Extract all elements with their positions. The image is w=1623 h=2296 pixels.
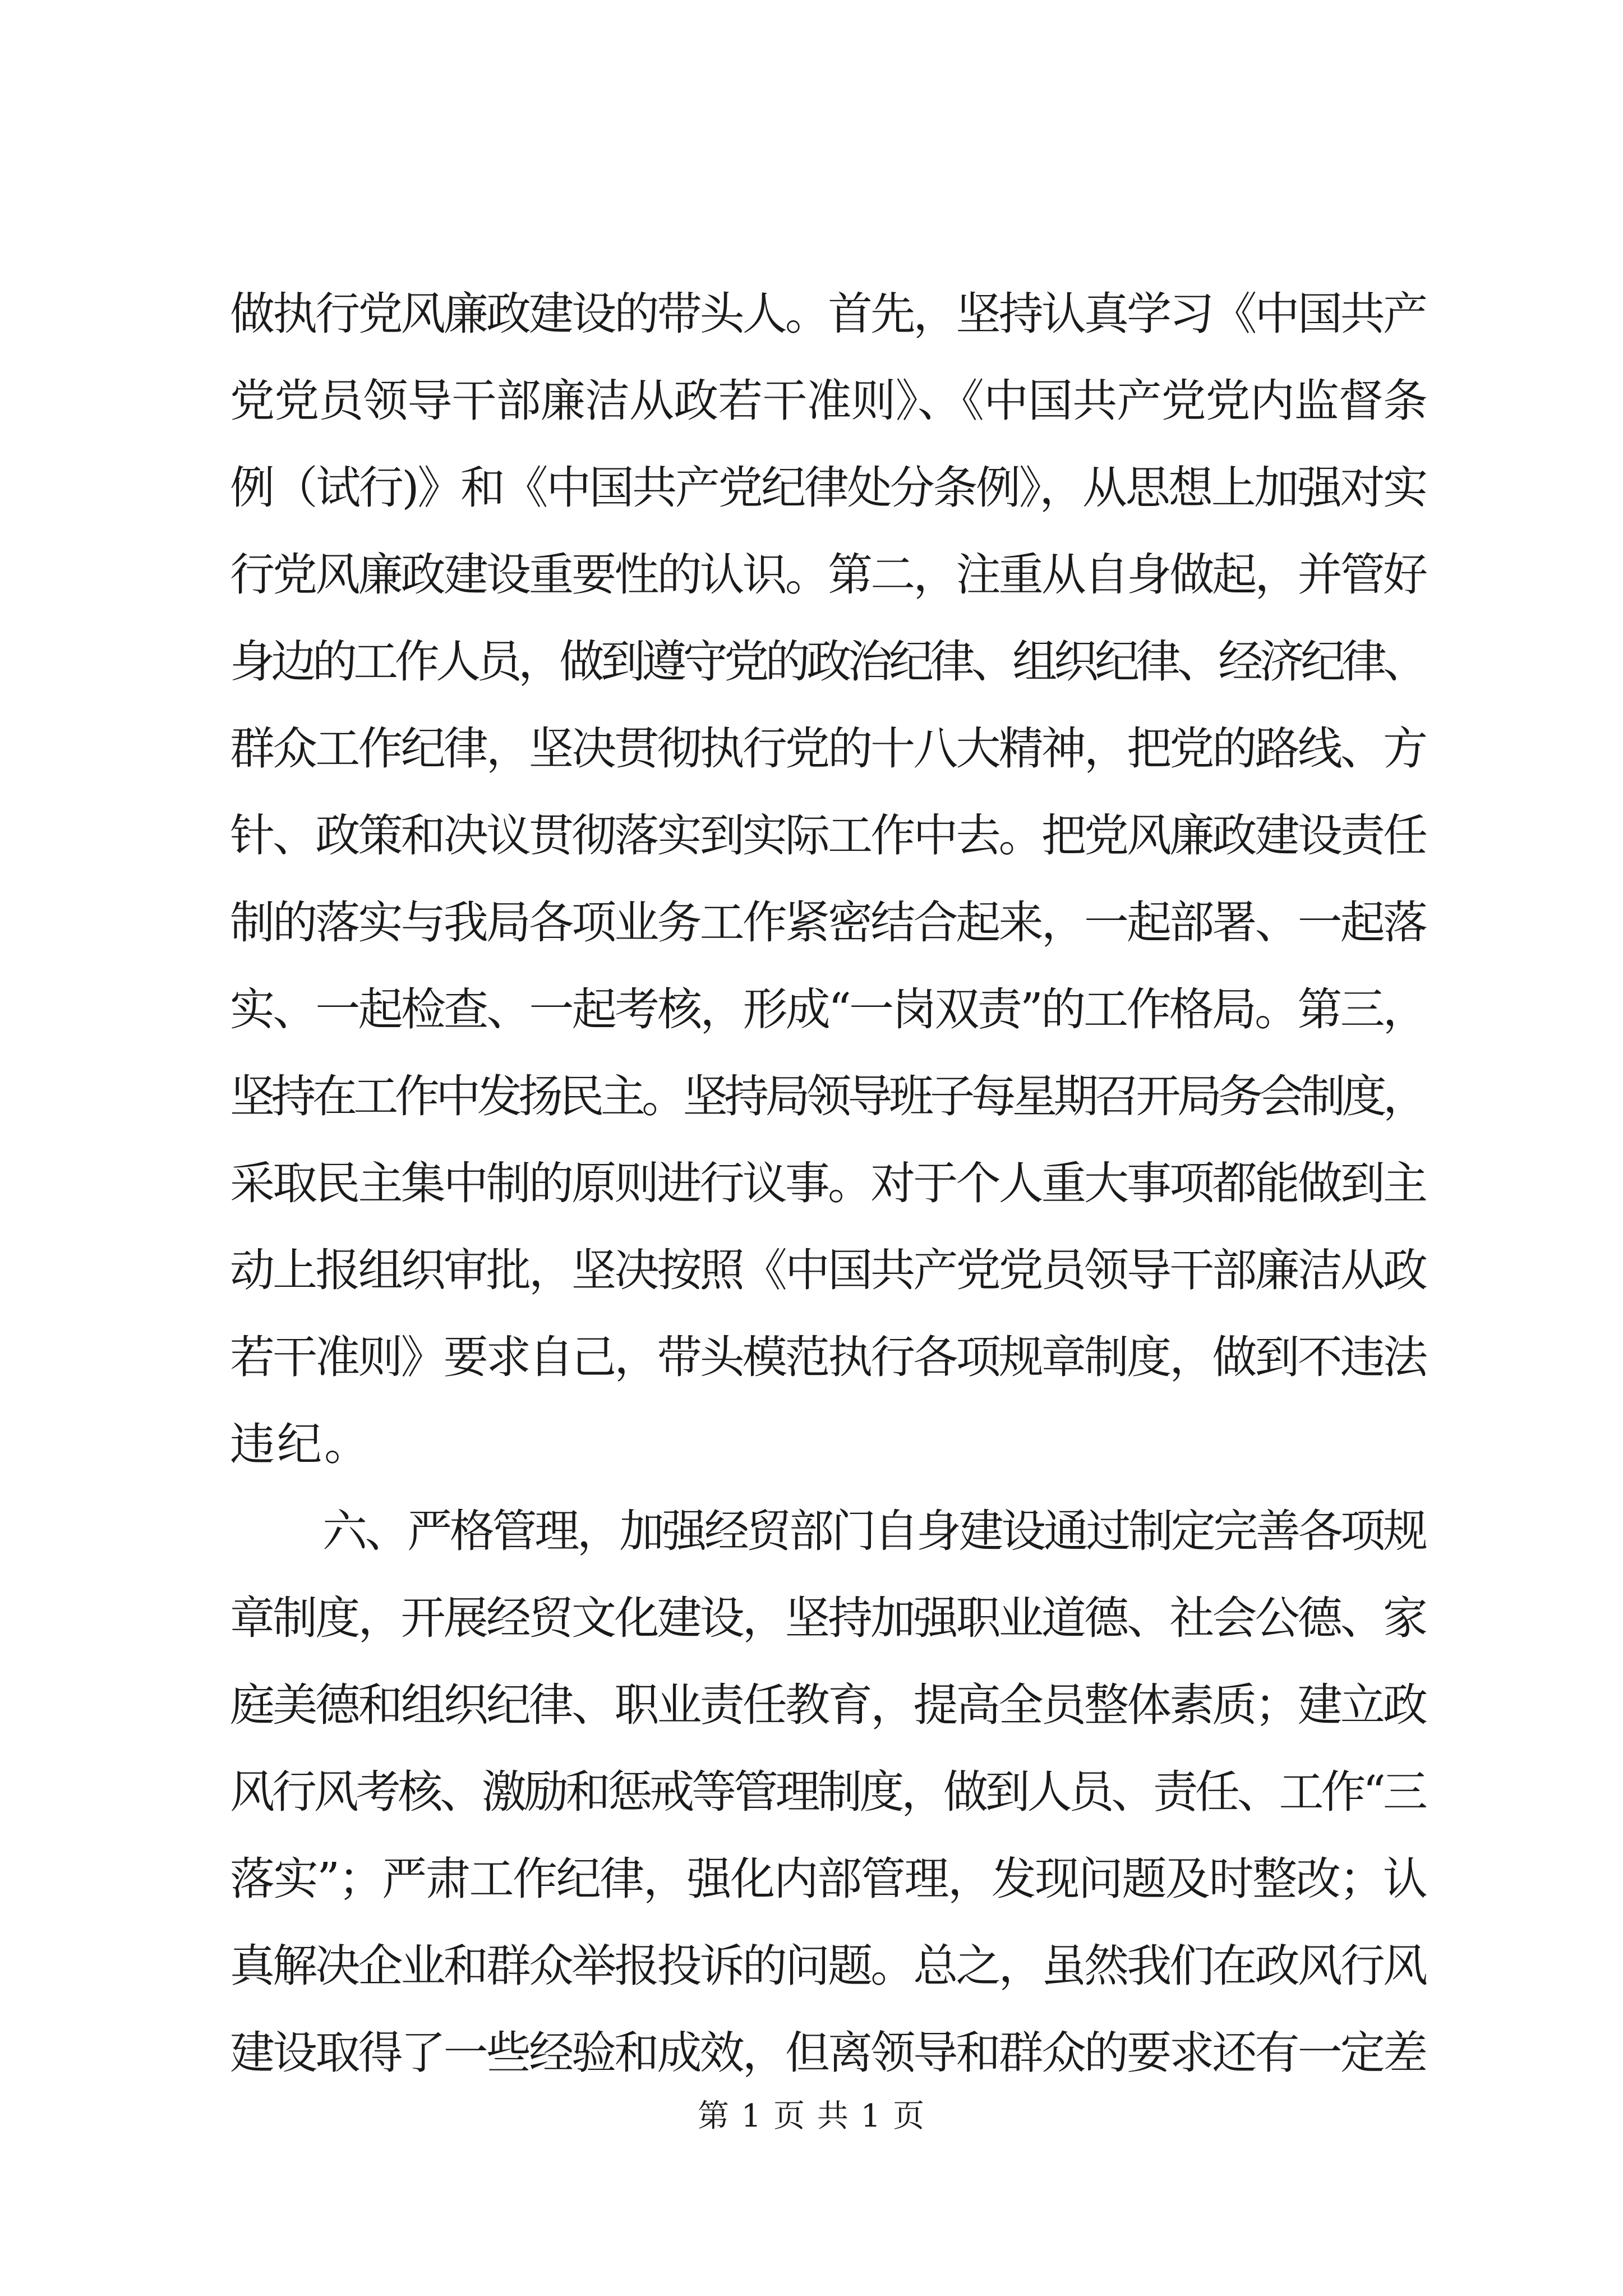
paragraph-first-line: 六、严格管理，加强经贸部门自身建设通过制定完善各项规 (322, 1505, 1426, 1557)
body-line: 若干准则》要求自己，带头模范执行各项规章制度，做到不违法 (230, 1331, 1426, 1383)
body-line: 违纪。 (230, 1418, 371, 1470)
body-line: 庭美德和组织纪律、职业责任教育，提高全员整体素质；建立政 (230, 1679, 1426, 1731)
body-line: 建设取得了一些经验和成效，但离领导和群众的要求还有一定差 (230, 2027, 1426, 2079)
body-line: 例（试行)》和《中国共产党纪律处分条例》，从思想上加强对实 (230, 462, 1426, 514)
body-line: 党党员领导干部廉洁从政若干准则》、《中国共产党党内监督条 (230, 375, 1428, 427)
body-line: 针、政策和决议贯彻落实到实际工作中去。把党风廉政建设责任 (230, 809, 1426, 862)
body-line: 采取民主集中制的原则进行议事。对于个人重大事项都能做到主 (230, 1157, 1426, 1209)
body-line: 做执行党风廉政建设的带头人。首先，坚持认真学习《中国共产 (230, 288, 1426, 340)
body-line: 动上报组织审批，坚决按照《中国共产党党员领导干部廉洁从政 (230, 1244, 1426, 1296)
body-line: 身边的工作人员，做到遵守党的政治纪律、组织纪律、经济纪律、 (230, 636, 1424, 688)
body-line: 制的落实与我局各项业务工作紧密结合起来，一起部署、一起落 (230, 896, 1426, 949)
body-line: 坚持在工作中发扬民主。坚持局领导班子每星期召开局务会制度， (230, 1070, 1424, 1122)
body-line: 落实”；严肃工作纪律，强化内部管理，发现问题及时整改；认 (230, 1853, 1427, 1905)
page-footer: 第 1 页 共 1 页 (697, 2098, 926, 2134)
body-line: 真解决企业和群众举报投诉的问题。总之，虽然我们在政风行风 (230, 1940, 1426, 1992)
body-line: 群众工作纪律，坚决贯彻执行党的十八大精神，把党的路线、方 (230, 723, 1426, 775)
body-line: 实、一起检查、一起考核，形成“一岗双责”的工作格局。第三， (230, 983, 1426, 1036)
body-line: 行党风廉政建设重要性的认识。第二，注重从自身做起，并管好 (230, 549, 1426, 601)
body-line: 风行风考核、激励和惩戒等管理制度，做到人员、责任、工作“三 (230, 1766, 1425, 1818)
body-line: 章制度，开展经贸文化建设，坚持加强职业道德、社会公德、家 (230, 1592, 1426, 1644)
